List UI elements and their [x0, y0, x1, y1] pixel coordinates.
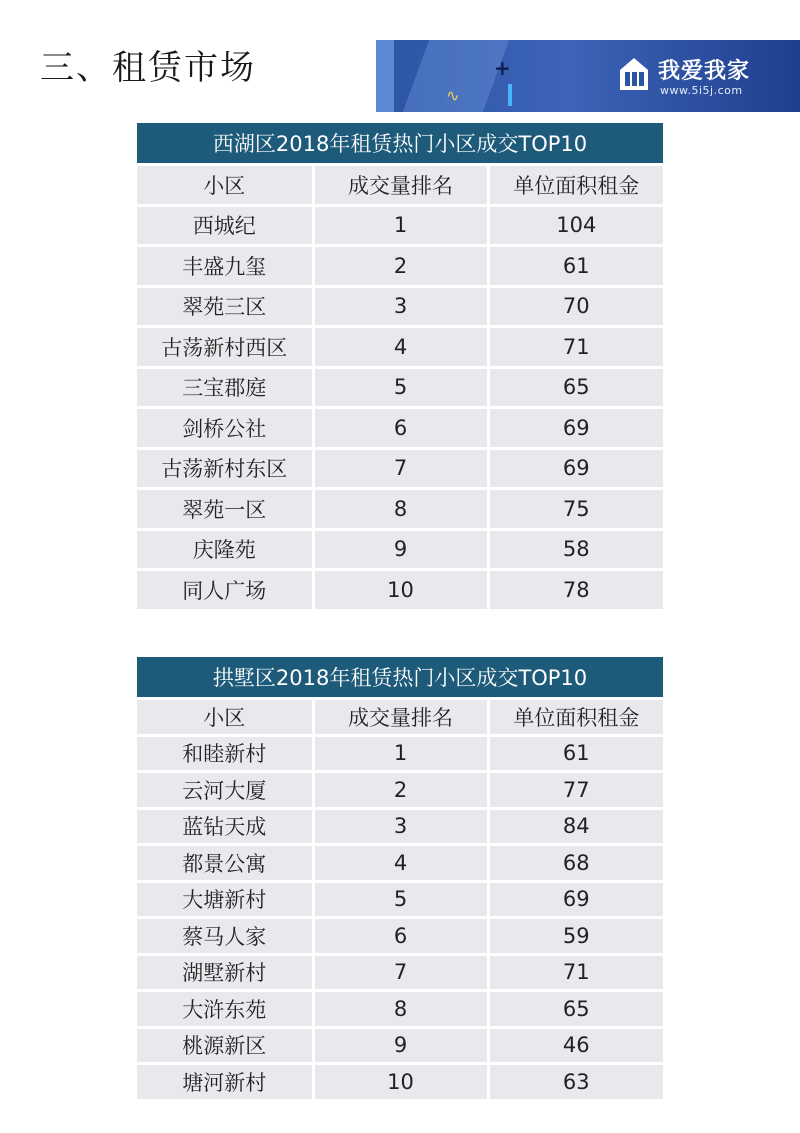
plus-icon: +	[494, 56, 511, 80]
table-row	[137, 448, 663, 489]
xihu-rental-table	[137, 123, 663, 612]
rank-cell: 10	[313, 570, 488, 611]
rank-cell: 2	[313, 772, 488, 809]
rent-cell: 75	[488, 489, 663, 530]
brand-banner	[376, 40, 800, 112]
community-cell: 翠苑三区	[137, 286, 313, 327]
table-row	[137, 1027, 663, 1064]
community-cell: 蔡马人家	[137, 918, 313, 955]
rank-cell: 6	[313, 918, 488, 955]
rent-cell: 84	[488, 808, 663, 845]
table-row	[137, 845, 663, 882]
rent-cell: 78	[488, 570, 663, 611]
community-cell: 同人广场	[137, 570, 313, 611]
rank-cell: 8	[313, 489, 488, 530]
rent-cell: 68	[488, 845, 663, 882]
community-cell: 古荡新村东区	[137, 448, 313, 489]
rent-cell: 61	[488, 735, 663, 772]
table-row	[137, 529, 663, 570]
rank-cell: 5	[313, 881, 488, 918]
rank-cell: 3	[313, 286, 488, 327]
rent-cell: 77	[488, 772, 663, 809]
rank-cell: 9	[313, 529, 488, 570]
table-row	[137, 808, 663, 845]
community-cell: 都景公寓	[137, 845, 313, 882]
table-row	[137, 991, 663, 1028]
table-row	[137, 1064, 663, 1101]
rank-cell: 1	[313, 205, 488, 246]
table-row	[137, 954, 663, 991]
rank-cell: 10	[313, 1064, 488, 1101]
table-row	[137, 205, 663, 246]
table-row	[137, 286, 663, 327]
rent-cell: 58	[488, 529, 663, 570]
table-title: 西湖区2018年租赁热门小区成交TOP10	[137, 123, 663, 165]
table-row	[137, 246, 663, 287]
rent-cell: 70	[488, 286, 663, 327]
community-cell: 大塘新村	[137, 881, 313, 918]
rent-cell: 59	[488, 918, 663, 955]
community-cell: 云河大厦	[137, 772, 313, 809]
column-header: 小区	[137, 165, 313, 206]
column-header: 单位面积租金	[488, 165, 663, 206]
rent-cell: 61	[488, 246, 663, 287]
rank-cell: 2	[313, 246, 488, 287]
banner-bar	[508, 84, 512, 106]
table-row	[137, 735, 663, 772]
community-cell: 三宝郡庭	[137, 367, 313, 408]
rent-cell: 65	[488, 367, 663, 408]
table-row	[137, 881, 663, 918]
table-row	[137, 570, 663, 611]
community-cell: 庆隆苑	[137, 529, 313, 570]
rent-cell: 69	[488, 448, 663, 489]
rank-cell: 5	[313, 367, 488, 408]
rank-cell: 9	[313, 1027, 488, 1064]
section-title: 三、租赁市场	[40, 48, 256, 88]
rent-cell: 65	[488, 991, 663, 1028]
rent-cell: 104	[488, 205, 663, 246]
community-cell: 蓝钻天成	[137, 808, 313, 845]
table-title: 拱墅区2018年租赁热门小区成交TOP10	[137, 657, 663, 699]
table-row	[137, 489, 663, 530]
rent-cell: 71	[488, 954, 663, 991]
column-header: 小区	[137, 699, 313, 736]
rank-cell: 6	[313, 408, 488, 449]
community-cell: 大浒东苑	[137, 991, 313, 1028]
rank-cell: 7	[313, 954, 488, 991]
column-header: 单位面积租金	[488, 699, 663, 736]
table-row	[137, 367, 663, 408]
table-row	[137, 408, 663, 449]
community-cell: 西城纪	[137, 205, 313, 246]
rent-cell: 63	[488, 1064, 663, 1101]
gongshu-rental-table	[137, 657, 663, 1102]
banner-stripe	[376, 40, 394, 112]
community-cell: 桃源新区	[137, 1027, 313, 1064]
rent-cell: 69	[488, 408, 663, 449]
rank-cell: 3	[313, 808, 488, 845]
rank-cell: 4	[313, 845, 488, 882]
rank-cell: 1	[313, 735, 488, 772]
squiggle-icon: ∿	[446, 86, 460, 105]
house-logo-icon	[618, 56, 650, 92]
community-cell: 和睦新村	[137, 735, 313, 772]
brand-url: www.5i5j.com	[660, 84, 743, 97]
table-row	[137, 327, 663, 368]
community-cell: 塘河新村	[137, 1064, 313, 1101]
table-header-row	[137, 699, 663, 736]
column-header: 成交量排名	[313, 165, 488, 206]
community-cell: 湖墅新村	[137, 954, 313, 991]
column-header: 成交量排名	[313, 699, 488, 736]
community-cell: 剑桥公社	[137, 408, 313, 449]
rent-cell: 69	[488, 881, 663, 918]
rank-cell: 8	[313, 991, 488, 1028]
table-row	[137, 918, 663, 955]
community-cell: 古荡新村西区	[137, 327, 313, 368]
table-header-row	[137, 165, 663, 206]
community-cell: 翠苑一区	[137, 489, 313, 530]
rank-cell: 7	[313, 448, 488, 489]
rent-cell: 46	[488, 1027, 663, 1064]
community-cell: 丰盛九玺	[137, 246, 313, 287]
rent-cell: 71	[488, 327, 663, 368]
brand-name: 我爱我家	[658, 59, 751, 84]
table-row	[137, 772, 663, 809]
rank-cell: 4	[313, 327, 488, 368]
